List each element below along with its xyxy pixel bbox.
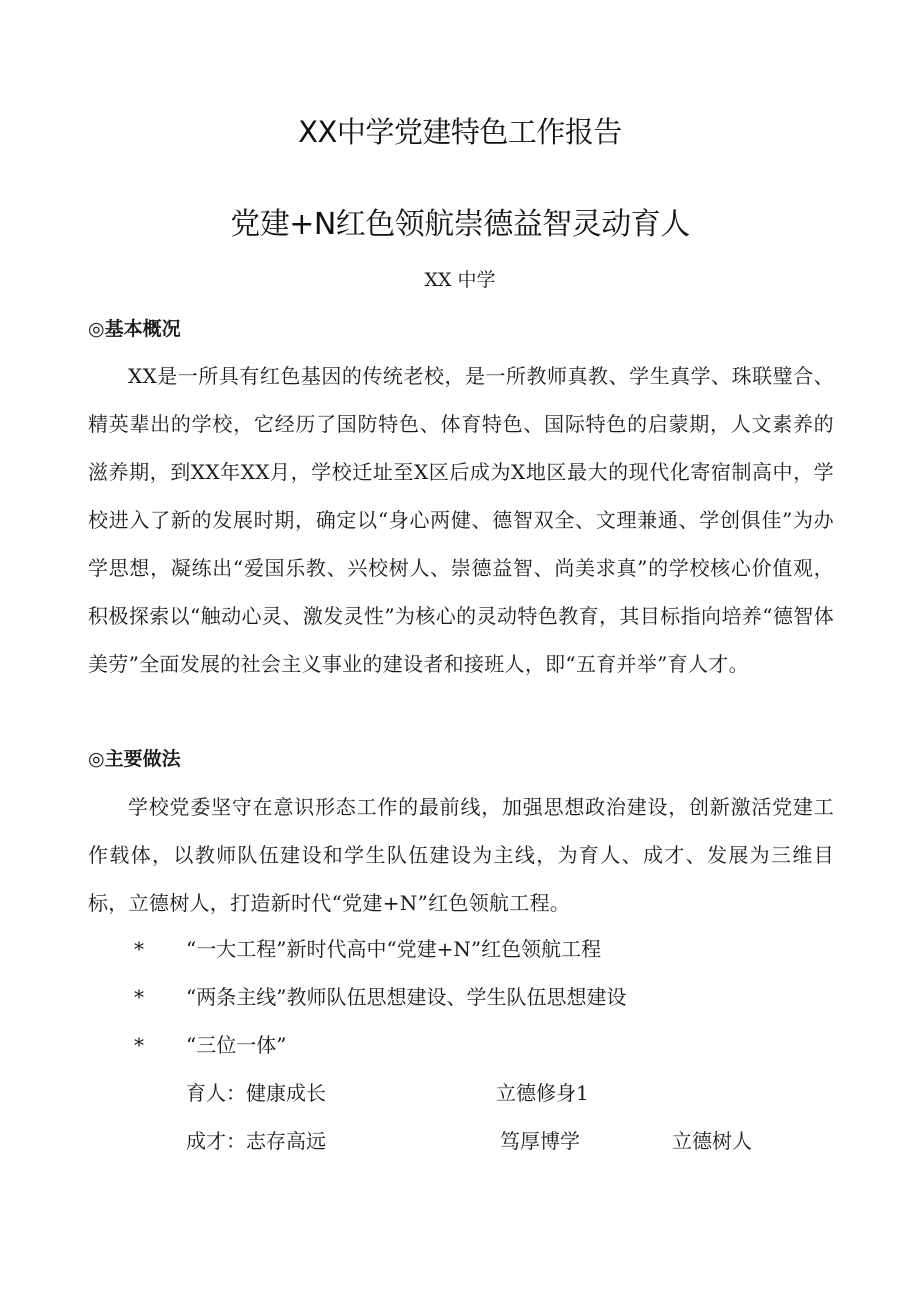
bullet-marker: * xyxy=(134,985,144,1009)
organization-name: XX 中学 xyxy=(424,269,496,291)
bullet-marker: * xyxy=(134,937,144,961)
row-label-yuren: 育人：健康成长 xyxy=(186,1081,326,1105)
practices-paragraph: 学校党委坚守在意识形态工作的最前线，加强思想政治建设，创新激活党建工作载体，以教师队伍建设和学生队伍建设为主线，为育人、成才、发展为三维目标，立德树人，打造新时代“党建+N”红色领航工程。 xyxy=(88,795,834,915)
section-heading-overview: ◎基本概况 xyxy=(88,318,181,340)
bullet-item xyxy=(134,982,626,1012)
bullet-text: “一大工程”新时代高中“党建+N”红色领航工程 xyxy=(186,937,602,961)
bullet-item xyxy=(134,1030,286,1060)
row-value-duhou: 笃厚博学 xyxy=(500,1129,580,1153)
bullet-text: “三位一体” xyxy=(186,1033,287,1057)
document-title: XX中学党建特色工作报告 xyxy=(298,115,622,149)
section-heading-practices: ◎主要做法 xyxy=(88,748,181,770)
bullet-marker: * xyxy=(134,1033,144,1057)
bullet-item xyxy=(134,934,601,964)
row-label-chengcai: 成才：志存高远 xyxy=(186,1129,326,1153)
document-subtitle: 党建+N红色领航崇德益智灵动育人 xyxy=(230,207,690,242)
overview-paragraph: XX是一所具有红色基因的传统老校，是一所教师真教、学生真学、珠联璧合、精英辈出的学校，它经历了国防特色、体育特色、国际特色的启蒙期，人文素养的滋养期，到XX年XX月，学校迁址至X区后成为X地区最大的现代化寄宿制高中，学校进入了新的发展时期，确定以“身心两健、德智双全、文理兼通、学创俱佳”为办学思想，凝练出“爱国乐教、兴校树人、崇德益智、尚美求真”的学校核心价值观，积极探索以“触动心灵、激发灵性”为核心的灵动特色教育，其目标指向培养“德智体美劳”全面发展的社会主义事业的建设者和接班人，即“五育并举”育人才。 xyxy=(88,364,834,676)
row-value-lideshuren: 立德树人 xyxy=(672,1129,752,1153)
bullet-text: “两条主线”教师队伍思想建设、学生队伍思想建设 xyxy=(186,985,627,1009)
row-value-lide: 立德修身1 xyxy=(496,1081,589,1105)
